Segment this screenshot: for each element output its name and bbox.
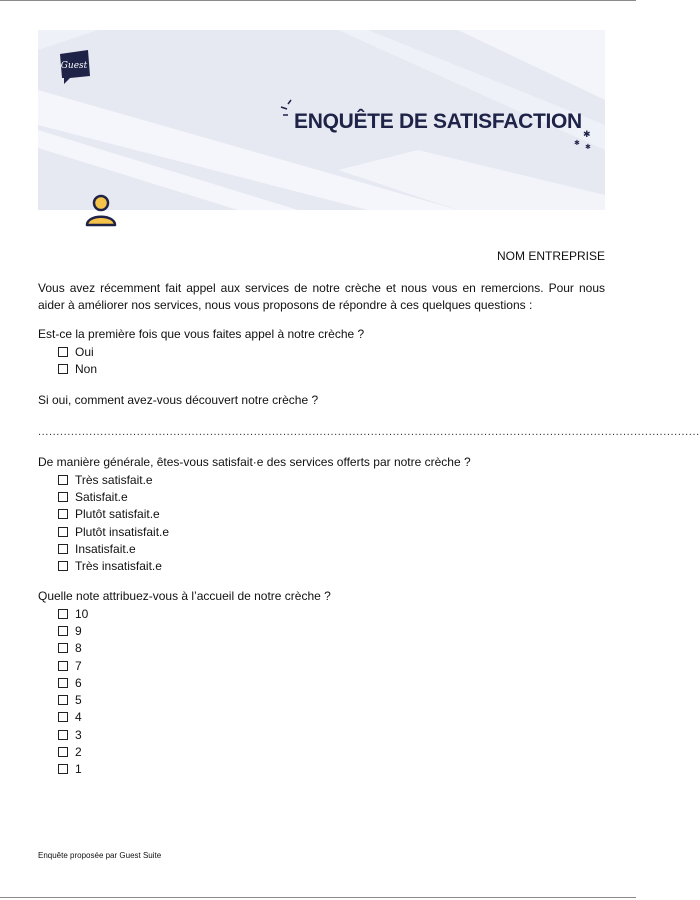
option-label: 5 bbox=[75, 693, 82, 708]
checkbox[interactable] bbox=[58, 544, 68, 554]
option-note-2[interactable] bbox=[58, 743, 88, 760]
option-label: 3 bbox=[75, 727, 82, 742]
option-note-4[interactable] bbox=[58, 709, 88, 726]
option-label: Plutôt satisfait.e bbox=[75, 507, 160, 522]
option-insatisfait[interactable] bbox=[58, 540, 169, 557]
option-satisfait[interactable] bbox=[58, 488, 169, 505]
option-note-3[interactable] bbox=[58, 726, 88, 743]
option-label: Satisfait.e bbox=[75, 489, 128, 504]
checkbox[interactable] bbox=[58, 492, 68, 502]
option-label: 10 bbox=[75, 606, 89, 621]
top-border bbox=[0, 0, 636, 1]
option-label: Non bbox=[75, 361, 98, 376]
option-label: 2 bbox=[75, 745, 82, 760]
option-note-5[interactable] bbox=[58, 691, 88, 708]
option-label: 1 bbox=[75, 762, 82, 777]
option-label: 4 bbox=[75, 710, 82, 725]
option-label: 9 bbox=[75, 623, 82, 638]
sparkle-right-icon bbox=[572, 128, 596, 152]
checkbox[interactable] bbox=[58, 643, 68, 653]
option-label: 7 bbox=[75, 658, 82, 673]
option-label: Oui bbox=[75, 344, 94, 359]
option-note-9[interactable] bbox=[58, 622, 88, 639]
checkbox[interactable] bbox=[58, 661, 68, 671]
option-label: Très insatisfait.e bbox=[75, 559, 162, 574]
option-label: Plutôt insatisfait.e bbox=[75, 524, 170, 539]
checkbox[interactable] bbox=[58, 747, 68, 757]
question-1-options bbox=[58, 343, 97, 378]
checkbox[interactable] bbox=[58, 475, 68, 485]
checkbox[interactable] bbox=[58, 509, 68, 519]
option-plutot-insatisfait[interactable] bbox=[58, 523, 169, 540]
question-3-options bbox=[58, 471, 169, 575]
checkbox[interactable] bbox=[58, 730, 68, 740]
question-1-label: Est-ce la première fois que vous faites appel à notre crèche ? bbox=[38, 327, 365, 341]
option-tres-insatisfait[interactable] bbox=[58, 557, 169, 574]
checkbox[interactable] bbox=[58, 364, 68, 374]
checkbox[interactable] bbox=[58, 712, 68, 722]
checkbox[interactable] bbox=[58, 609, 68, 619]
checkbox[interactable] bbox=[58, 561, 68, 571]
option-non[interactable] bbox=[58, 360, 97, 377]
checkbox[interactable] bbox=[58, 678, 68, 688]
question-3-label: De manière générale, êtes-vous satisfait·e des services offerts par notre crèche ? bbox=[38, 455, 471, 469]
intro-block bbox=[38, 280, 605, 314]
option-oui[interactable] bbox=[58, 343, 97, 360]
option-note-10[interactable] bbox=[58, 605, 88, 622]
option-note-7[interactable] bbox=[58, 657, 88, 674]
option-label: 8 bbox=[75, 641, 82, 656]
checkbox[interactable] bbox=[58, 347, 68, 357]
svg-text:✱: ✱ bbox=[574, 139, 580, 147]
svg-text:Guest: Guest bbox=[60, 61, 88, 71]
svg-text:✱: ✱ bbox=[585, 143, 591, 151]
answer-line[interactable]: ..................................................................................................................................................................................... bbox=[38, 426, 700, 438]
option-plutot-satisfait[interactable] bbox=[58, 506, 169, 523]
option-label: Insatisfait.e bbox=[75, 541, 136, 556]
option-note-1[interactable] bbox=[58, 761, 88, 778]
checkbox[interactable] bbox=[58, 527, 68, 537]
checkbox[interactable] bbox=[58, 626, 68, 636]
bottom-border bbox=[0, 897, 636, 898]
header-banner bbox=[38, 30, 605, 210]
page-title: ENQUÊTE DE SATISFACTION bbox=[294, 110, 582, 133]
question-2-label: Si oui, comment avez-vous découvert notre crèche ? bbox=[38, 393, 319, 407]
checkbox[interactable] bbox=[58, 764, 68, 774]
question-4-options bbox=[58, 605, 88, 778]
avatar-icon bbox=[82, 192, 120, 230]
footer-credit: Enquête proposée par Guest Suite bbox=[38, 851, 162, 860]
option-label: Très satisfait.e bbox=[75, 472, 153, 487]
option-label: 6 bbox=[75, 675, 82, 690]
company-name: NOM ENTREPRISE bbox=[496, 249, 605, 263]
option-note-6[interactable] bbox=[58, 674, 88, 691]
option-tres-satisfait[interactable] bbox=[58, 471, 169, 488]
question-4-label: Quelle note attribuez-vous à l’accueil de notre crèche ? bbox=[38, 589, 331, 603]
checkbox[interactable] bbox=[58, 695, 68, 705]
guest-logo bbox=[56, 48, 92, 84]
option-note-8[interactable] bbox=[58, 640, 88, 657]
intro-text: Vous avez récemment fait appel aux services de notre crèche et nous vous en remercions. Pour nous aider à améliorer nos services, nous vous proposons de répondre à ces quelques questions : bbox=[38, 281, 605, 312]
svg-text:✱: ✱ bbox=[583, 130, 591, 140]
